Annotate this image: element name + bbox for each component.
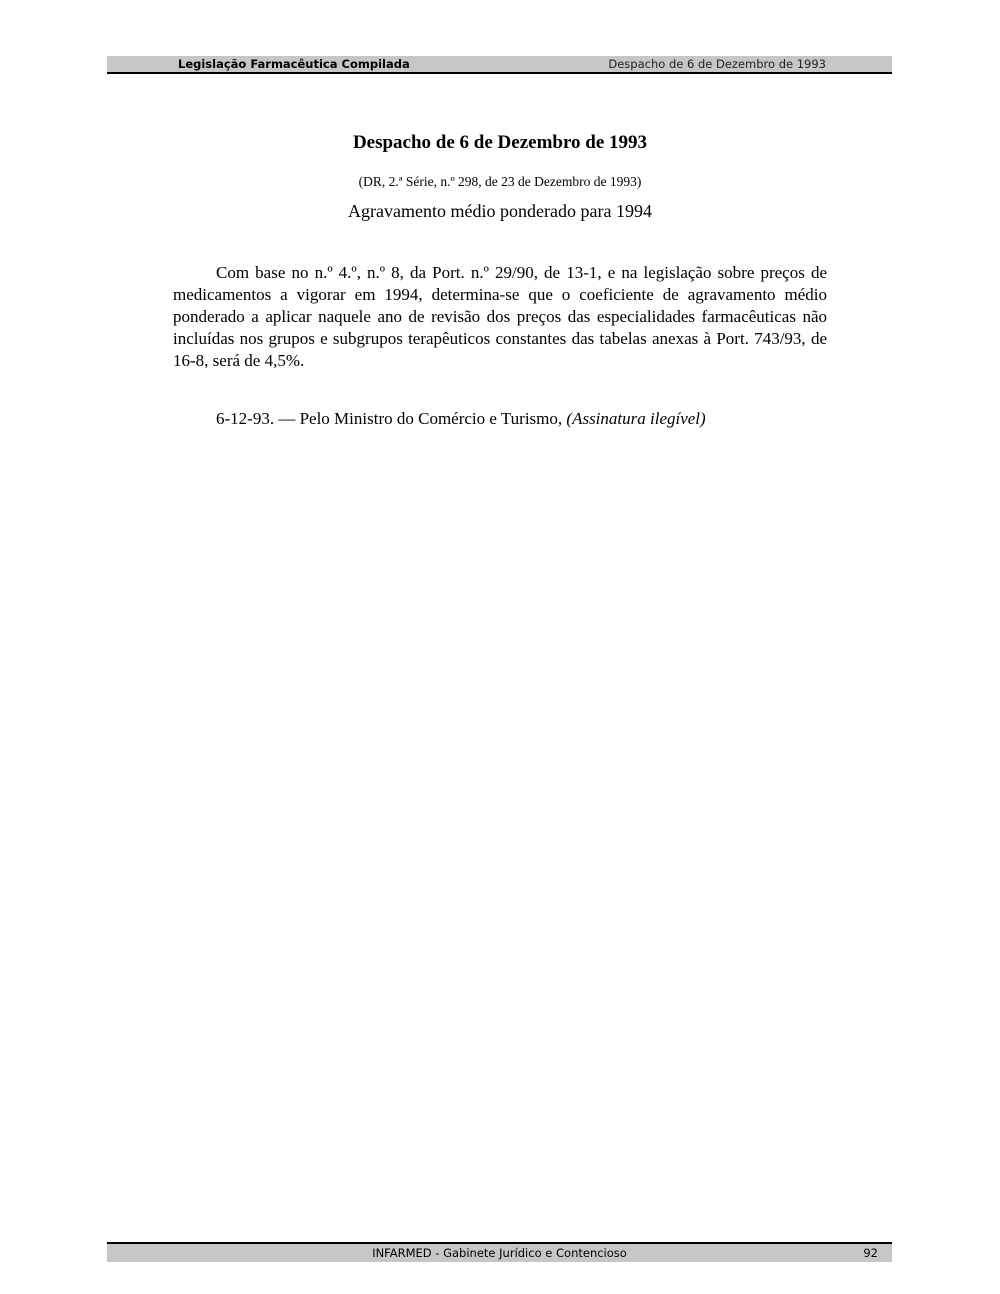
document-title: Despacho de 6 de Dezembro de 1993 <box>352 132 648 153</box>
document-signature <box>216 408 706 430</box>
signature-text: 6-12-93. — Pelo Ministro do Comércio e Turismo, <box>216 409 567 428</box>
document-body-paragraph: Com base no n.º 4.º, n.º 8, da Port. n.º 29/90, de 13-1, e na legislação sobre preços de medicamentos a vigorar em 1994, determina-se que o coeficiente de agravamento médio ponderado a aplicar naquele ano de revisão dos preços das especialidades farmacêuticas não incluídas nos grupos e subgrupos terapêuticos constantes das tabelas anexas à Port. 743/93, de 16-8, será de 4,5%. <box>173 263 827 370</box>
header-publication-title: Legislação Farmacêutica Compilada <box>178 57 410 71</box>
signature-note: (Assinatura ilegível) <box>566 409 706 428</box>
header-document-title: Despacho de 6 de Dezembro de 1993 <box>608 57 826 71</box>
page-header <box>107 56 892 74</box>
footer-organization: INFARMED - Gabinete Jurídico e Contencioso <box>372 1246 627 1260</box>
page-footer <box>107 1242 892 1262</box>
footer-page-number: 92 <box>863 1246 878 1260</box>
document-subtitle: Agravamento médio ponderado para 1994 <box>348 201 652 221</box>
document-source: (DR, 2.ª Série, n.º 298, de 23 de Dezembro de 1993) <box>358 174 642 189</box>
